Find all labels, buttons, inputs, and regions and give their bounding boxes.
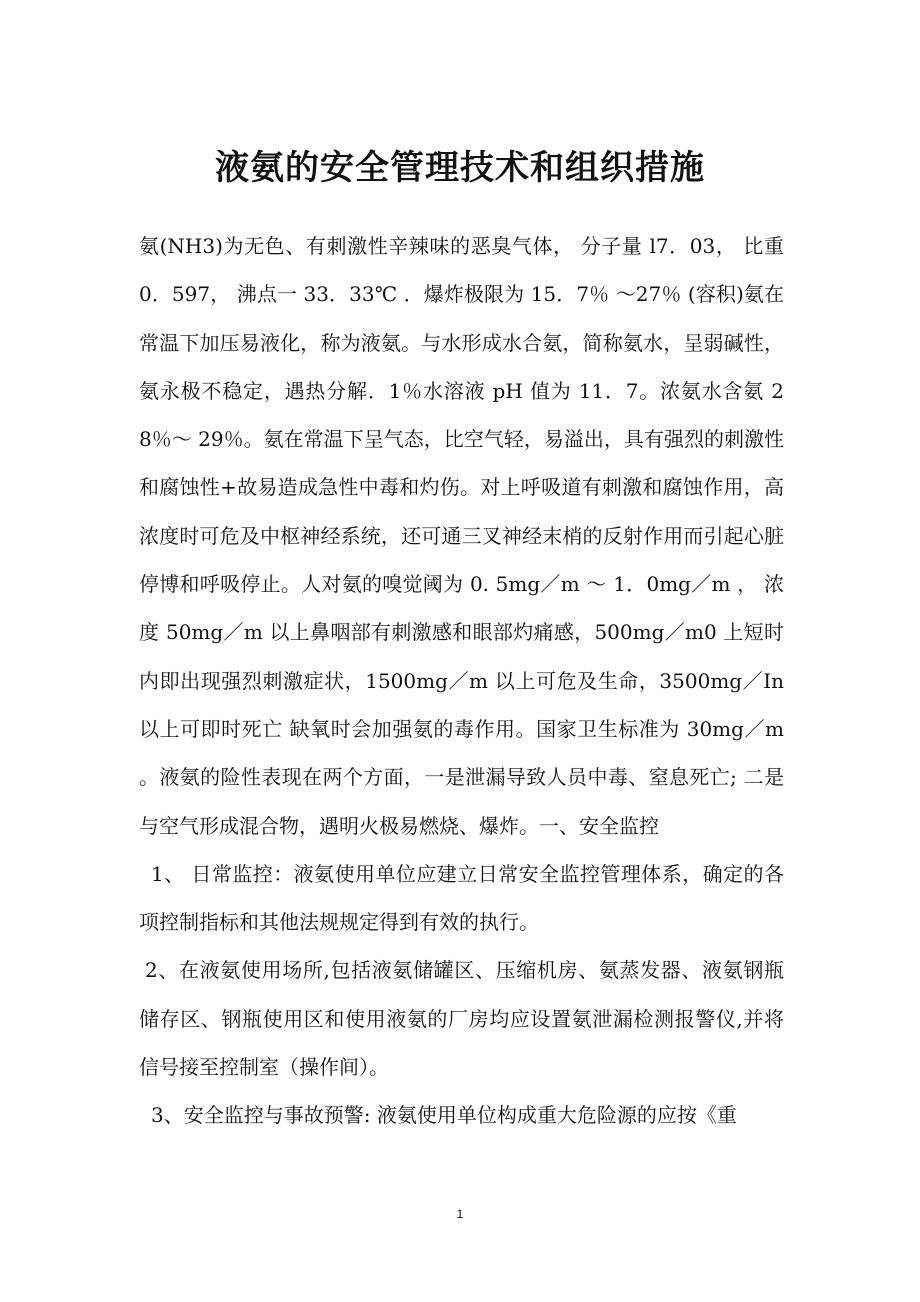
document-body xyxy=(139,222,784,1140)
page-number: 1 xyxy=(456,1207,464,1221)
paragraph-intro: 氨(NH3)为无色、有刺激性辛辣味的恶臭气体， 分子量 l7．03， 比重 0．597， 沸点一 33．33℃ ．爆炸极限为 15．7％ ～27％ (容积)氨在常温下加压易液化，称为液氨。与水形成水合氨，简称氨水，呈弱碱性，氨永极不稳定，遇热分解．1％水溶液 pH 值为 11．7。浓氨水含氨 28％～ 29％。氨在常温下呈气态，比空气轻，易溢出，具有强烈的刺激性和腐蚀性+故易造成急性中毒和灼伤。对上呼吸道有刺激和腐蚀作用，高浓度时可危及中枢神经系统，还可通三叉神经末梢的反射作用而引起心脏停博和呼吸停止。人对氨的嗅觉阈为 0. 5mg／m ～ 1．0mg／m ， 浓度 50mg／m 以上鼻咽部有刺激感和眼部灼痛感，500mg／m0 上短时内即出现强烈刺激症状，1500mg／m 以上可危及生命，3500mg／In 以上可即时死亡 缺氧时会加强氨的毒作用。国家卫生标准为 30mg／m 。液氨的险性表现在两个方面，一是泄漏导致人员中毒、窒息死亡; 二是与空气形成混合物，遇明火极易燃烧、爆炸。一、安全监控 xyxy=(139,234,784,838)
paragraph-accident-warning: 3、安全监控与事故预警: 液氨使用单位构成重大危险源的应按《重 xyxy=(151,1103,737,1128)
paragraph-leak-detection: 2、在液氨使用场所,包括液氨储罐区、压缩机房、氨蒸发器、液氨钢瓶储存区、钢瓶使用区和使用液氨的厂房均应设置氨泄漏检测报警仪,并将信号接至控制室（操作间）。 xyxy=(139,958,784,1080)
paragraph-daily-monitoring: 1、 日常监控：液氨使用单位应建立日常安全监控管理体系，确定的各项控制指标和其他法规规定得到有效的执行。 xyxy=(139,861,784,935)
document-title: 液氨的安全管理技术和组织措施 xyxy=(215,148,705,188)
